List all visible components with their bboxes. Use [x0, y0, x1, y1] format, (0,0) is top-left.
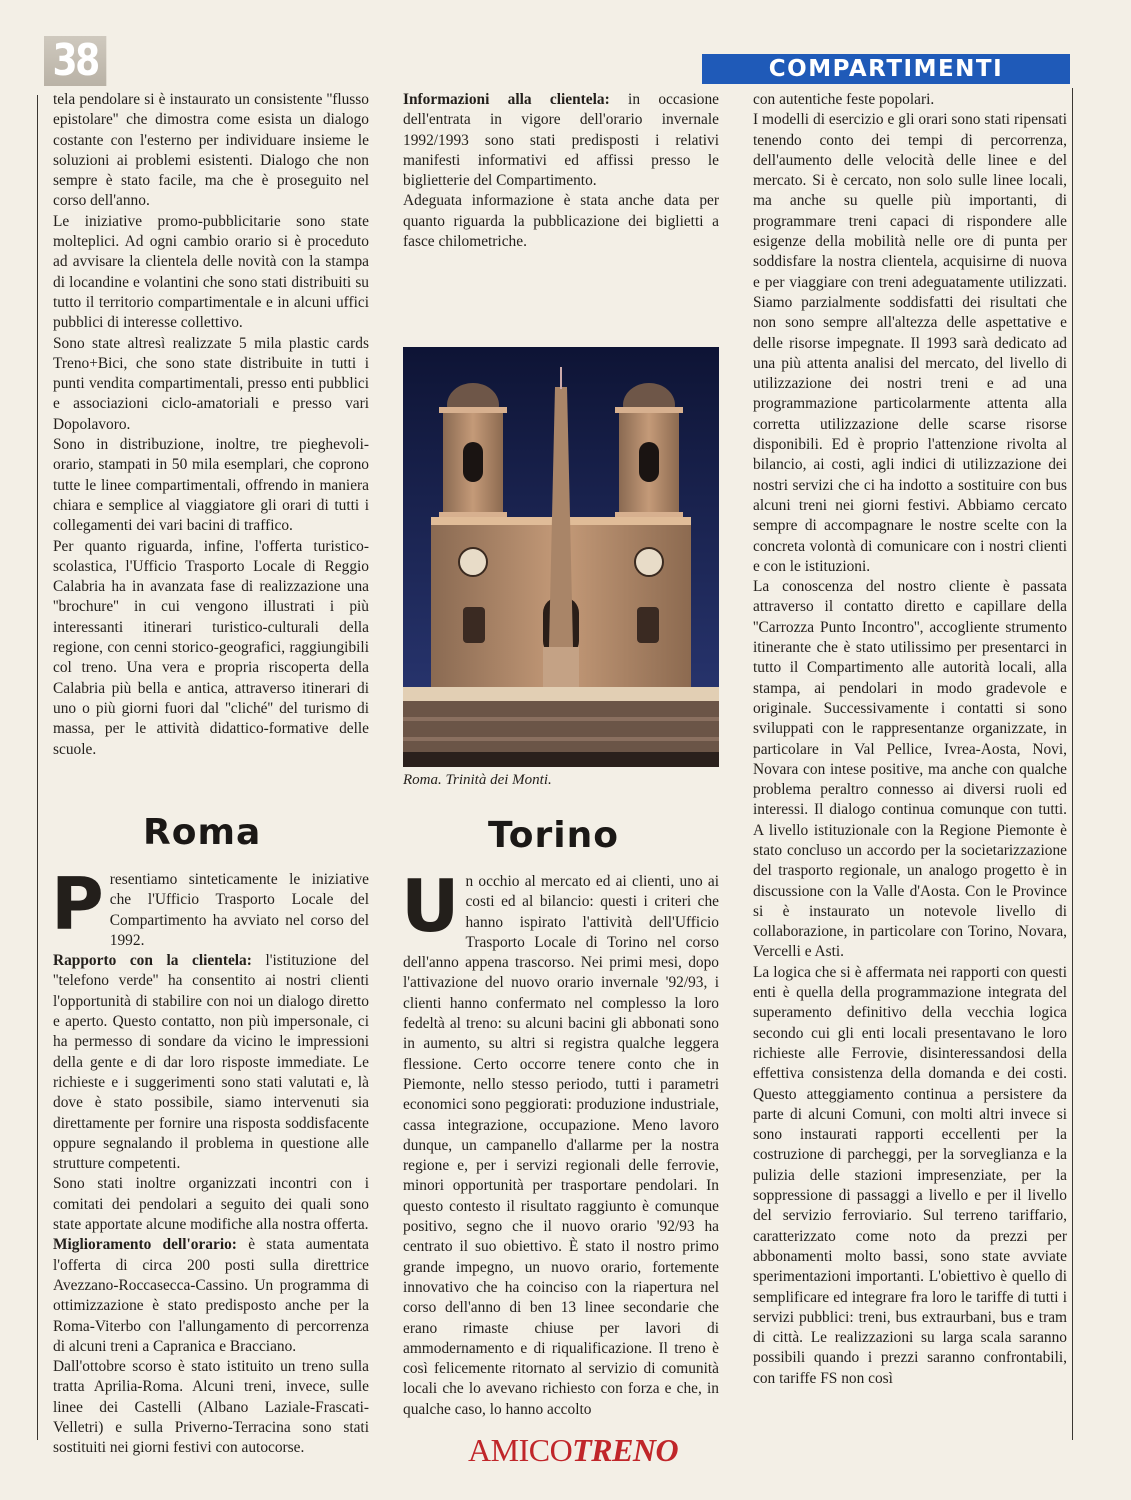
roma-lead: Miglioramento dell'orario: [53, 1236, 237, 1254]
col3-paragraph: I modelli di esercizio e gli orari sono stati ripensati tenendo conto dei tempi di percorrenza, dell'aumento delle velocità delle linee e del mercato. Si è cercato, non solo sulle linee locali, ma anche su quelle più importanti, di programmare treni capaci di rispondere alle esigenze della mobilità nelle ore di punta per soddisfare la nostra clientela, acquisirne di nuova e per viaggiare con treni adeguatamente utilizzati. Siamo parzialmente soddisfatti dei risultati che non sono sempre all'altezza delle aspettative e delle risorse impegnate. Il 1993 sarà dedicato ad una più attenta analisi del mercato, del livello di utilizzazione dei nostri treni e ad una programmazione particolarmente attenta alla corretta utilizzazione delle scarse risorse disponibili. Ed è proprio l'attenzione rivolta al bilancio, ai costi, agli indici di utilizzazione dei nostri servizi che ci ha indotto a sostituire con bus alcuni treni nei giorni festivi. Abbiamo cercato sempre di accompagnare le nostre scelte con la concreta volontà di comunicare con i nostri clienti e con le istituzioni. [753, 111, 1067, 575]
clock-face [459, 548, 487, 576]
col1-paragraph: Sono in distribuzione, inoltre, tre pieghevoli-orario, stampati in 50 mila esemplari, che coprono tutte le linee compartimentali, offrendo in maniera chiara e semplice al viaggiatore gli orari di tutti i collegamenti dei vari bacini di traffico. [53, 436, 369, 535]
page-number: 38 [44, 36, 106, 86]
roma-heading: Roma [143, 812, 262, 853]
col1-paragraph: Le iniziative promo-pubblicitarie sono state molteplici. Ad ogni cambio orario si è proceduto ad avvisare la clientela delle novità con la stampa di locandine e volantini che sono stati distribuiti su tutto il territorio compartimentale e in alcuni uffici pubblici di interesse collettivo. [53, 212, 369, 332]
column-3 [753, 90, 1067, 1389]
roma-lead: Informazioni alla clientela: [403, 91, 610, 108]
roma-paragraph: Adeguata informazione è stata anche data per quanto riguarda la pubblicazione dei biglietti a fasce chilometriche. [403, 192, 719, 251]
left-bell-tower [439, 383, 507, 518]
torino-paragraph [401, 864, 719, 1420]
col3-paragraph: con autentiche feste popolari. [753, 91, 935, 108]
footer-part-2: TRENO [572, 1432, 679, 1468]
column-1 [53, 90, 369, 760]
col3-paragraph: La conoscenza del nostro cliente è passata attraverso il contatto diretto e capillare della ''Carrozza Punto Incontro'', accogliente strumento itinerante che è stato utilissimo per presentarci in tutto il Compartimento alle autorità locali, alla stampa, ai pendolari in modo gradevole e originale. Successivamente i contatti si sono sviluppati con le rappresentanze organizzate, in particolare in Val Pellice, Ivrea-Aosta, Novi, Novara con intese positive, ma anche con qualche problema peraltro connesso ai diversi ruoli ed interessi. Il dialogo continua comunque con tutti. A livello istituzionale con la Regione Piemonte è stato concluso un accordo per la societarizzazione del trasporto regionale, un analogo progetto è in discussione con la Valle d'Aosta. Con le Province si è instaurato un notevole livello di collaborazione, in particolare con Torino, Novara, Vercelli e Asti. [753, 578, 1067, 961]
footer-part-1: AMICO [468, 1432, 573, 1468]
roma-text: l'istituzione del ''telefono verde'' ha consentito ai nostri clienti l'opportunità di stabilire con noi un dialogo diretto e aperto. Questo contatto, non più impersonale, ci ha permesso di sondare da vicino le impressioni della gente e di dar loro risposte immediate. Le richieste e i suggerimenti sono stati valutati e, là dove è stato possibile, siamo intervenuti sia direttamente per fornire una risposta soddisfacente oppure segnalando il problema in questione alle strutture competenti. [53, 952, 370, 1173]
roma-paragraph [53, 1235, 369, 1357]
torino-heading: Torino [488, 815, 619, 856]
section-banner: COMPARTIMENTI [702, 54, 1070, 84]
roma-article [51, 862, 370, 1457]
column-2-top [403, 90, 719, 252]
right-column-rule [1072, 88, 1073, 1440]
roma-paragraph [53, 951, 369, 1174]
col1-paragraph: Per quanto riguarda, infine, l'offerta turistico-scolastica, l'Ufficio Trasporto Locale di Reggio Calabria ha in avanzata fase di realizzazione una ''brochure'' in cui vengono illustrati i più interessanti itinerari turistico-culturali della regione, con cenni storico-geografici, raggiungibili col treno. Una vera e propria riscoperta della Calabria più bella e antica, attraverso itinerari di uno o più giorni fuori dal ''cliché'' del turismo di massa, per le attività didattico-formative delle scuole. [53, 537, 369, 758]
roma-lead: Rapporto con la clientela: [53, 952, 252, 970]
torino-text: n occhio al mercato ed ai clienti, uno ai costi ed al bilancio: questi i criteri che hanno ispirato l'attività dell'Ufficio Trasporto Locale di Torino nel corso dell'anno appena trascorso. Nei primi mesi, dopo l'attivazione del nuovo orario invernale '92/93, i clienti hanno confermato nel complesso la loro fedeltà al treno: su alcuni bacini gli abbonati sono in aumento, su altri si registra qualche leggera flessione. Certo occorre tenere conto che in Piemonte, nello stesso periodo, tutti i parametri economici sono peggiorati: produzione industriale, cassa integrazione, occupazione. Meno lavoro dunque, un campanello d'allarme per la nostra regione e, per i servizi regionali delle ferrovie, minori opportunità per trasportare pendolari. In questo contesto il risultato raggiunto è comunque positivo, segno che il nuovo orario '92/93 ha centrato il suo obiettivo. È stato il nostro primo grande impegno, un nuovo orario, fortemente innovativo che ha coinciso con la riapertura nel corso dell'anno di ben 13 linee secondarie che erano rimaste chiuse per lavori di ammodernamento e di riqualificazione. Il treno è così felicemente ritornato al servizio di comunità locali che lo avevano richiesto con forza e che, in qualche caso, lo hanno accolto [403, 873, 719, 1418]
col1-paragraph: Sono state altresì realizzate 5 mila plastic cards Treno+Bici, che sono state distribuite in tutti i punti vendita compartimentali, presso enti pubblici e associazioni ciclo-amatoriali e presso vari Dopolavoro. [53, 334, 369, 433]
roma-intro-text: resentiamo sinteticamente le iniziative che l'Ufficio Trasporto Locale del Compartimento ha avviato nel corso del 1992. [109, 871, 369, 949]
roma-text: è stata aumentata l'offerta di circa 200 posti sulla direttrice Avezzano-Roccasecca-Cassino. Un programma di ottimizzazione è stato predisposto anche per la Roma-Viterbo con l'allungamento di percorrenza di alcuni treni a Capranica e Bracciano. [53, 1236, 369, 1355]
roma-text: in occasione dell'entrata in vigore dell'orario invernale 1992/1993 sono stati predisposti i relativi manifesti informativi ed affissi presso le biglietterie del Compartimento. [403, 91, 719, 190]
left-column-rule [37, 95, 38, 1440]
roma-paragraph: Sono stati inoltre organizzati incontri con i comitati dei pendolari a seguito dei quali sono state apportate alcune modifiche alla nostra offerta. [53, 1175, 369, 1234]
photo-caption: Roma. Trinità dei Monti. [403, 772, 552, 788]
roma-paragraph [403, 90, 719, 191]
torino-article [401, 864, 719, 1420]
trinita-dei-monti-photo [403, 347, 719, 767]
right-bell-tower [615, 383, 683, 518]
roma-dropcap: P [51, 862, 104, 946]
col3-paragraph: La logica che si è affermata nei rapporti con questi enti è quella della programmazione integrata del superamento definitivo della vecchia logica secondo cui gli enti locali presentavano le loro richieste alle Ferrovie, disinteressandosi della effettiva consistenza della domanda e dei costi. Questo atteggiamento continua a persistere da parte di alcuni Comuni, con molti altri invece si sono instaurati rapporti eccellenti per la costruzione di parcheggi, per la sorveglianza e la pulizia delle stazioni impresenziate, per la soppressione di passaggi a livello e per il livello del servizio ferroviario. Sul terreno tariffario, caratterizzato come noto da prezzi per abbonamenti molto bassi, sono state avviate sperimentazioni importanti. L'obiettivo è quello di semplificare ed integrare fra loro le tariffe di tutti i servizi pubblici: treni, bus extraurbani, bus e tram di città. Le realizzazioni su larga scala saranno possibili quando i prezzi saranno confrontabili, con tariffe FS non così [753, 963, 1067, 1387]
roma-paragraph: Dall'ottobre scorso è stato istituito un treno sulla tratta Aprilia-Roma. Alcuni treni, invece, sulle linee dei Castelli (Albano Laziale-Frascati-Velletri) e sulla Priverno-Terracina sono stati sostituiti nei giorni festivi con autocorse. [53, 1358, 369, 1457]
magazine-footer-logo [468, 1432, 678, 1469]
clock-face [635, 548, 663, 576]
col1-paragraph: tela pendolare si è instaurato un consistente ''flusso epistolare'' che dimostra come esista un dialogo costante con l'esterno per individuare insieme le soluzioni ai problemi esistenti. Dialogo che non sempre è stato facile, ma che è proseguito nel corso dell'anno. [53, 91, 369, 210]
roma-intro [51, 862, 369, 951]
torino-dropcap: U [401, 864, 460, 948]
